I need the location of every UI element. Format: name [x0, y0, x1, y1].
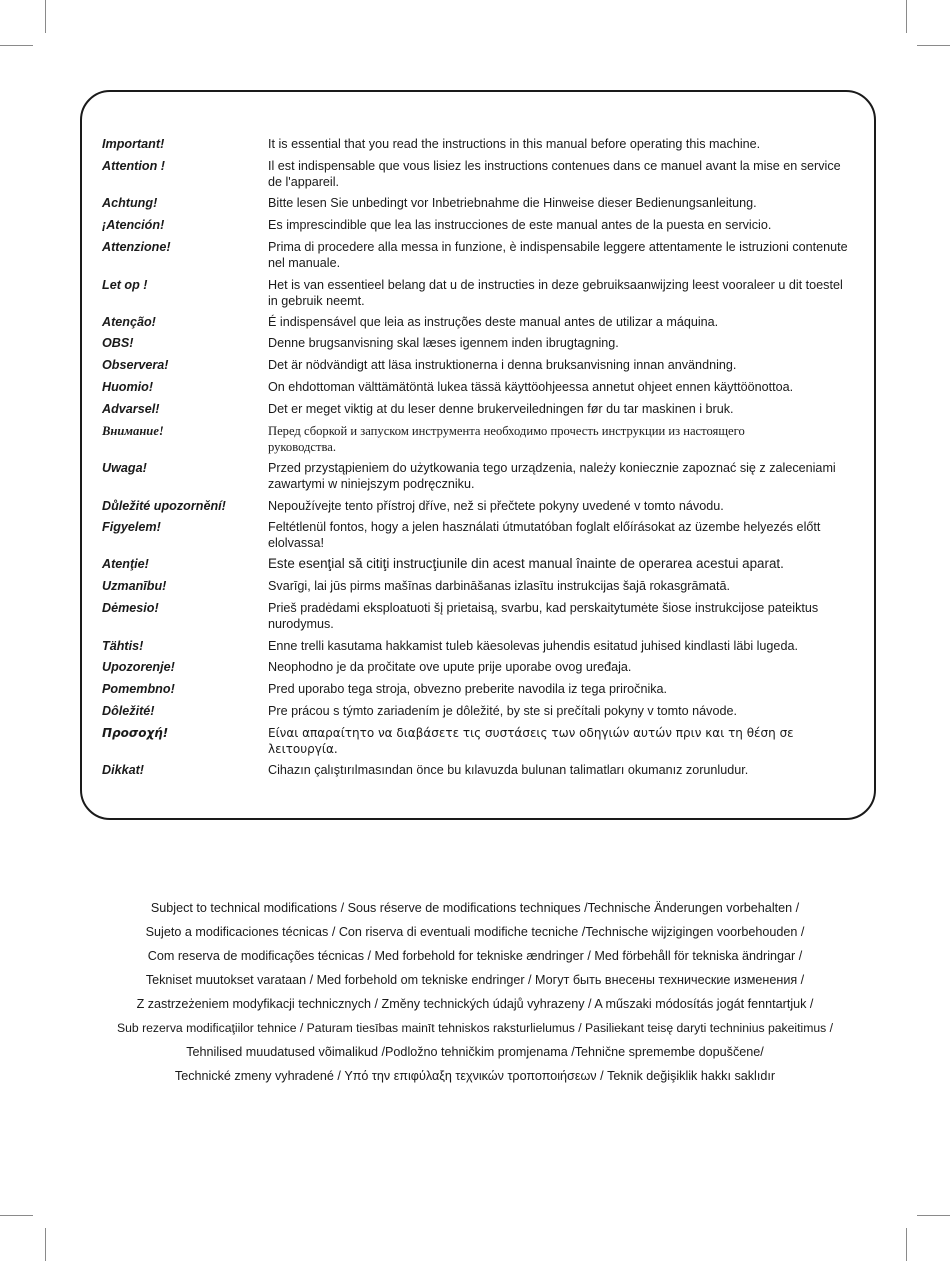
crop-mark — [917, 1215, 950, 1216]
warning-label: Attention ! — [102, 159, 165, 173]
warning-text: Nepoužívejte tento přístroj dříve, než si přečtete pokyny uvedené v tomto návodu. — [268, 499, 724, 513]
warning-text: Het is van essentieel belang dat u de instructies in deze gebruiksaanwijzing leest vooraleer u dit toestel in gebruik neemt. — [268, 278, 843, 308]
warning-text: Перед сборкой и запуском инструмента необходимо прочесть инструкции из настоящего руководства. — [268, 424, 745, 454]
warning-label: Dôležité! — [102, 704, 155, 718]
warning-label: Important! — [102, 137, 165, 151]
warning-label: Dikkat! — [102, 763, 144, 777]
warning-text: Prima di procedere alla messa in funzione, è indispensabile leggere attentamente le istruzioni contenute nel manuale. — [268, 240, 848, 270]
warning-text: Svarīgi, lai jūs pirms mašīnas darbināšanas izlasītu instrukcijas šajā rokasgrāmatā. — [268, 579, 730, 593]
warning-label: Atenção! — [102, 315, 156, 329]
warning-label: Tähtis! — [102, 639, 144, 653]
warning-text: Przed przystąpieniem do użytkowania tego urządzenia, należy koniecznie zapoznać się z zaleceniami zawartymi w niniejszym podręczniku. — [268, 461, 836, 491]
crop-mark — [906, 1228, 907, 1261]
crop-mark — [45, 0, 46, 33]
modifications-line: Tehnilised muudatused võimalikud /Podložno tehničkim promjenama /Tehnične spremembe dopuščene/ — [186, 1045, 764, 1059]
warning-text: Pred uporabo tega stroja, obvezno preberite navodila iz tega priročnika. — [268, 682, 668, 696]
warning-label: Observera! — [102, 358, 169, 372]
modifications-line: Subject to technical modifications / Sous réserve de modifications techniques /Technische Änderungen vorbehalten / — [150, 901, 800, 915]
warning-text: Neophodno je da pročitate ove upute prije uporabe ovog uređaja. — [268, 660, 632, 674]
warning-text: Este esenţial să citiţi instrucţiunile din acest manual înainte de operarea acestui aparat. — [268, 556, 784, 571]
warning-label: Pomembno! — [102, 682, 175, 696]
warning-label: Uwaga! — [102, 461, 147, 475]
crop-mark — [0, 45, 33, 46]
warning-label: Huomio! — [102, 380, 154, 394]
warning-label: Achtung! — [102, 196, 158, 210]
warning-label: Upozorenje! — [102, 660, 175, 674]
technical-modifications-notice — [40, 898, 910, 1090]
warning-text: Es imprescindible que lea las instrucciones de este manual antes de la puesta en servicio. — [268, 218, 772, 232]
warning-label: Uzmanību! — [102, 579, 167, 593]
warning-text: Enne trelli kasutama hakkamist tuleb käesolevas juhendis esitatud juhised kindlasti läbi lugeda. — [268, 639, 798, 653]
modifications-line: Com reserva de modificações técnicas / Med forbehold for tekniske ændringer / Med förbehåll för tekniska ändringar / — [147, 949, 803, 963]
warning-text: Pre prácou s týmto zariadením je dôležité, by ste si prečítali pokyny v tomto návode. — [268, 704, 737, 718]
warning-label: Atenţie! — [102, 557, 149, 571]
warning-label: ¡Atención! — [102, 218, 165, 232]
warning-text: Feltétlenül fontos, hogy a jelen használati útmutatóban foglalt előírásokat az üzembe helyezés előtt elolvassa! — [268, 520, 821, 550]
warning-label: Důležité upozornění! — [102, 499, 226, 513]
crop-mark — [906, 0, 907, 33]
warning-text: Denne brugsanvisning skal læses igennem inden ibrugtagning. — [268, 336, 619, 350]
warning-label: OBS! — [102, 336, 134, 350]
warning-label: Внимание! — [102, 424, 164, 438]
crop-mark — [917, 45, 950, 46]
warning-label: Advarsel! — [102, 402, 160, 416]
warning-text: É indispensável que leia as instruções deste manual antes de utilizar a máquina. — [268, 315, 719, 329]
warning-text: It is essential that you read the instructions in this manual before operating this machine. — [268, 137, 761, 151]
warning-text: Cihazın çalıştırılmasından önce bu kılavuzda bulunan talimatları okumanız zorunludur. — [268, 763, 749, 777]
modifications-line: Z zastrzeżeniem modyfikacji technicznych / Změny technických údajů vyhrazeny / A műszaki módosítás jogát fenntartjuk / — [136, 997, 814, 1011]
warning-text: Bitte lesen Sie unbedingt vor Inbetriebnahme die Hinweise dieser Bedienungsanleitung. — [268, 196, 757, 210]
crop-mark — [45, 1228, 46, 1261]
warning-label: Attenzione! — [102, 240, 171, 254]
modifications-line: Sujeto a modificaciones técnicas / Con riserva di eventuali modifiche tecniche /Technische wijzigingen voorbehouden / — [145, 925, 805, 939]
warning-label: Προσοχή! — [102, 726, 169, 740]
warning-text: Prieš pradėdami eksploatuoti šį prietaisą, svarbu, kad perskaitytumėte šiose instrukcijose pateiktus nurodymus. — [268, 601, 819, 631]
modifications-line: Tekniset muutokset varataan / Med forbehold om tekniske endringer / Могут быть внесены технические изменения / — [145, 973, 805, 987]
warning-label: Let op ! — [102, 278, 148, 292]
warning-text: Είναι απαραίτητο να διαβάσετε τις συστάσεις των οδηγιών αυτών πριν και τη θέση σε λειτουργία. — [268, 726, 794, 756]
warning-label: Figyelem! — [102, 520, 161, 534]
warning-text: Det är nödvändigt att läsa instruktionerna i denna bruksanvisning innan användning. — [268, 358, 737, 372]
modifications-line: Sub rezerva modificaţiilor tehnice / Paturam tiesības mainīt tehniskos raksturlielumus / Pasiliekant teisę daryti techninius pakeitimus / — [117, 1021, 833, 1035]
warning-text: On ehdottoman välttämätöntä lukea tässä käyttöohjeessa annetut ohjeet ennen käyttöönottoa. — [268, 380, 794, 394]
crop-mark — [0, 1215, 33, 1216]
modifications-line: Technické zmeny vyhradené / Υπό την επιφύλαξη τεχνικών τροποποιήσεων / Teknik değişiklik hakkı saklıdır — [174, 1069, 776, 1083]
warning-label: Dėmesio! — [102, 601, 159, 615]
warning-text: Il est indispensable que vous lisiez les instructions contenues dans ce manuel avant la mise en service de l'appareil. — [268, 159, 841, 189]
warning-text: Det er meget viktig at du leser denne brukerveiledningen før du tar maskinen i bruk. — [268, 402, 734, 416]
